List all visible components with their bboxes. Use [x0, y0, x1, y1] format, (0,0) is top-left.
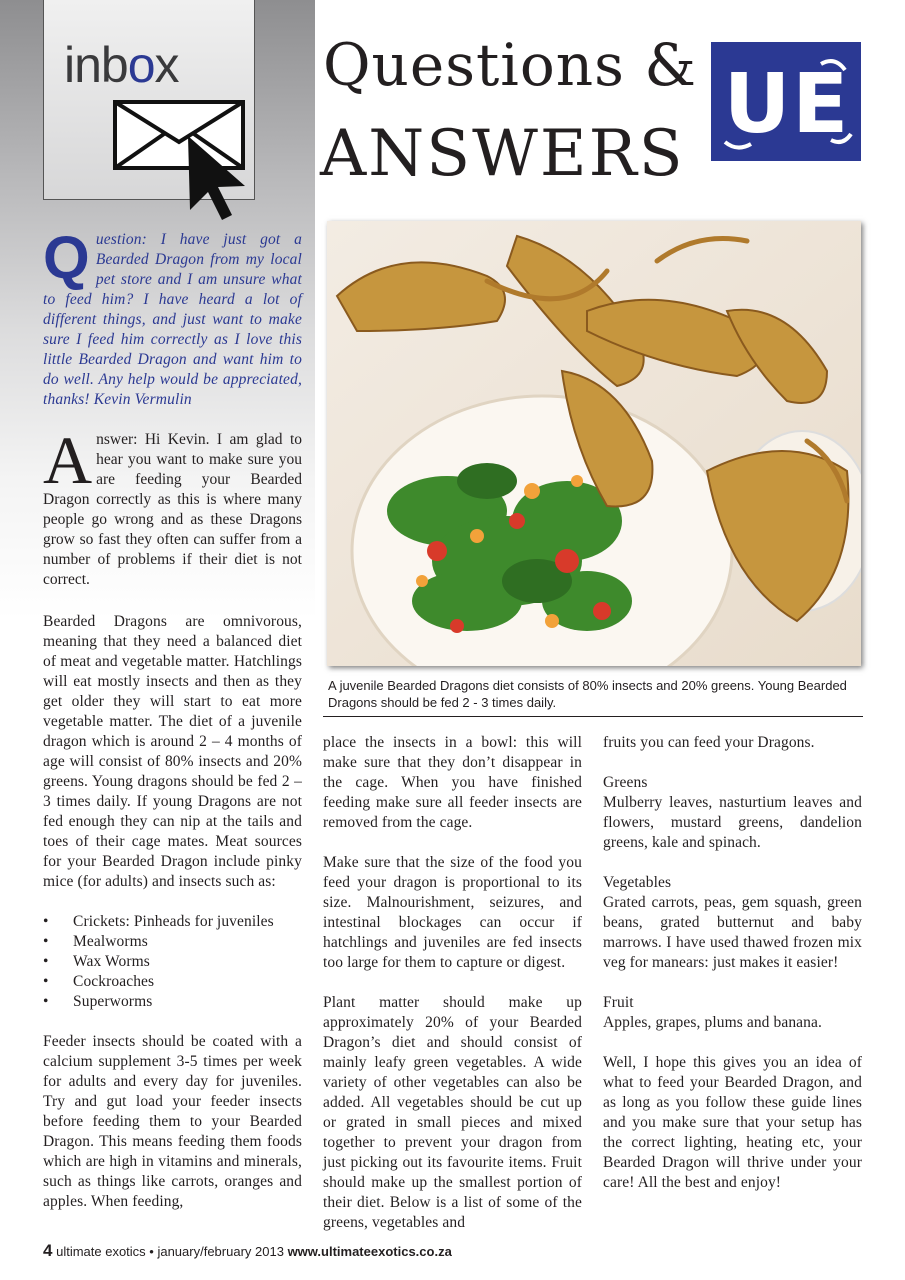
greens-heading: Greens	[603, 774, 648, 791]
feeder-insects-paragraph: Feeder insects should be coated with a calcium supplement 3-5 times per week for adults and every day for juveniles. Try and gut load your feeder insects before feeding them to your Bearded Dragon. This means feeding them foods which are high in vitamins and minerals, such as things like carrots, oranges and apples. When feeding,	[43, 1033, 302, 1210]
greens-list: Mulberry leaves, nasturtium leaves and flowers, mustard greens, dandelion greens, kale and spinach.	[603, 794, 862, 851]
vegetables-list: Grated carrots, peas, gem squash, green beans, grated butternut and baby marrows. I have used thawed frozen mix veg for manears: just makes it easier!	[603, 894, 862, 971]
list-item: • Mealworms	[43, 933, 148, 950]
fruit-list: Apples, grapes, plums and banana.	[603, 1014, 822, 1031]
title-answers: ANSWERS	[320, 117, 685, 191]
list-item: • Crickets: Pinheads for juveniles	[43, 913, 274, 930]
caption-divider	[323, 716, 863, 717]
closing-paragraph: Well, I hope this gives you an idea of what to feed your Bearded Dragon, and as long as you follow these guide lines and you make sure that your setup has the correct lighting, heating etc, your Bearded Dragon will thrive under your care! All the best and enjoy!	[603, 1054, 862, 1191]
answer-text: nswer: Hi Kevin. I am glad to hear you want to make sure you are feeding your Bearded Dragon correctly as this is where many people go wrong and as these Dragons grow so fast they often can suffer from a number of problems if their diet is not correct.	[43, 431, 302, 588]
page-number: 4	[43, 1241, 53, 1260]
list-item: • Superworms	[43, 993, 153, 1010]
envelope-cursor-icon	[112, 98, 252, 223]
list-item: • Wax Worms	[43, 953, 150, 970]
article-column-1	[43, 612, 302, 1212]
bowl-paragraph: place the insects in a bowl: this will make sure that they don’t disappear in the cage. When you have finished feeding make sure all feeder insects are removed from the cage.	[323, 734, 582, 831]
fruits-lead-paragraph: fruits you can feed your Dragons.	[603, 734, 815, 751]
page-footer	[43, 1241, 452, 1261]
reader-question	[43, 224, 302, 410]
food-size-paragraph: Make sure that the size of the food you feed your dragon is proportional to its size. Malnourishment, seizures, and intestinal blockages can occur if hatchlings and juveniles are fed insects too large for them to capture or digest.	[323, 854, 582, 971]
list-item: • Cockroaches	[43, 973, 155, 990]
publication-info: ultimate exotics • january/february 2013	[56, 1244, 284, 1259]
title-questions: Questions &	[323, 31, 697, 99]
answer-intro	[43, 422, 302, 590]
inbox-section-badge	[43, 0, 255, 200]
plant-matter-paragraph: Plant matter should make up approximately 20% of your Bearded Dragon’s diet and should consist of mainly leafy green vegetables. A wide variety of other vegetables can also be added. All vegetables should be cut up or grated in small pieces and mixed together to prevent your dragon from just picking out its favourite items. Fruit should make up the smallest portion of their diet. Below is a list of some of the greens, vegetables and	[323, 994, 582, 1231]
diet-overview-paragraph: Bearded Dragons are omnivorous, meaning that they need a balanced diet of meat and vegetable matter. Hatchlings will eat mostly insects and then as they get older they will start to eat more vegetable matter. The diet of a juvenile dragon which is around 2 – 4 months of age will consist of 80% insects and 20% greens. Young dragons should be fed 2 – 3 times daily. If young Dragons are not fed enough they can nip at the tails and toes of their cage mates. Meat sources for your Bearded Dragon include pinky mice (for adults) and insects such as:	[43, 613, 302, 890]
insect-list	[43, 912, 302, 1012]
ue-magazine-logo	[711, 42, 861, 161]
article-column-2	[323, 733, 582, 1233]
answer-dropcap: A	[43, 422, 93, 498]
logo-text: UE	[723, 57, 851, 152]
photo-caption: A juvenile Bearded Dragons diet consists of 80% insects and 20% greens. Young Bearded Dragons should be fed 2 - 3 times daily.	[328, 678, 847, 710]
fruit-heading: Fruit	[603, 994, 634, 1011]
vegetables-heading: Vegetables	[603, 874, 672, 891]
article-column-3	[603, 733, 862, 1193]
inbox-label: inbox	[64, 37, 179, 93]
question-text: uestion: I have just got a Bearded Dragon from my local pet store and I am unsure what to feed him? I have heard a lot of different things, and just want to make sure I feed him correctly as I love this little Bearded Dragon and want him to do well. Any help would be appreciated, thanks! Kevin Vermulin	[43, 231, 302, 408]
website-link[interactable]: www.ultimateexotics.co.za	[287, 1244, 452, 1259]
bearded-dragons-photo	[327, 221, 861, 666]
question-dropcap: Q	[43, 224, 90, 291]
